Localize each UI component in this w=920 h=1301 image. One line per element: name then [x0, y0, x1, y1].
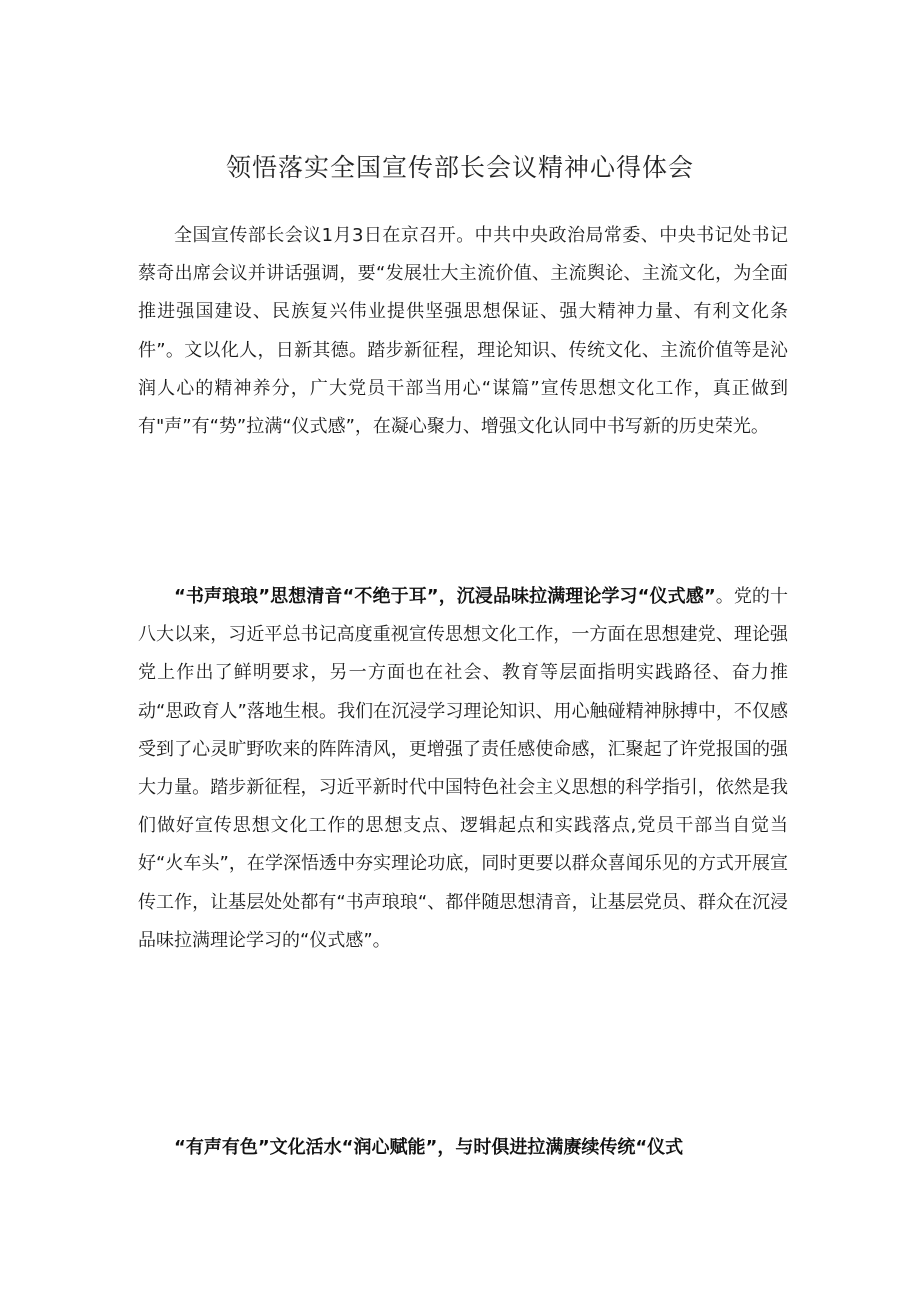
paragraph-lead: “有声有色”文化活水“润心赋能”，与时俱进拉满赓续传统“仪式 [174, 1137, 684, 1158]
paragraph-text: 全国宣传部长会议1月3日在京召开。中共中央政治局常委、中央书记处书记蔡奇出席会议并讲话强调，要“发展壮大主流价值、主流舆论、主流文化，为全面推进强国建设、民族复兴伟业提供坚强思想保证、强大精神力量、有利文化条件”。文以化人，日新其德。踏步新征程，理论知识、传统文化、主流价值等是沁润人心的精神养分，广大党员干部当用心“谋篇”宣传思想文化工作，真正做到有"声”有“势”拉满“仪式感”，在凝心聚力、增强文化认同中书写新的历史荣光。 [138, 225, 788, 438]
paragraph-lead: “书声琅琅”思想清音“不绝于耳”，沉浸品味拉满理论学习“仪式感” [174, 586, 716, 607]
paragraph-intro [138, 217, 788, 446]
document-title: 领悟落实全国宣传部长会议精神心得体会 [225, 153, 694, 182]
paragraph-theory-study [138, 578, 788, 960]
paragraph-text: 。党的十八大以来，习近平总书记高度重视宣传思想文化工作，一方面在思想建党、理论强党上作出了鲜明要求，另一方面也在社会、教育等层面指明实践路径、奋力推动“思政育人”落地生根。我们在沉浸学习理论知识、用心触碰精神脉搏中，不仅感受到了心灵旷野吹来的阵阵清风，更增强了责任感使命感，汇聚起了许党报国的强大力量。踏步新征程，习近平新时代中国特色社会主义思想的科学指引，依然是我们做好宣传思想文化工作的思想支点、逻辑起点和实践落点,党员干部当自觉当好“火车头”，在学深悟透中夯实理论功底，同时更要以群众喜闻乐见的方式开展宣传工作，让基层处处都有“书声琅琅“、都伴随思想清音，让基层党员、群众在沉浸品味拉满理论学习的“仪式感”。 [138, 586, 789, 951]
paragraph-culture-heading [138, 1129, 788, 1167]
